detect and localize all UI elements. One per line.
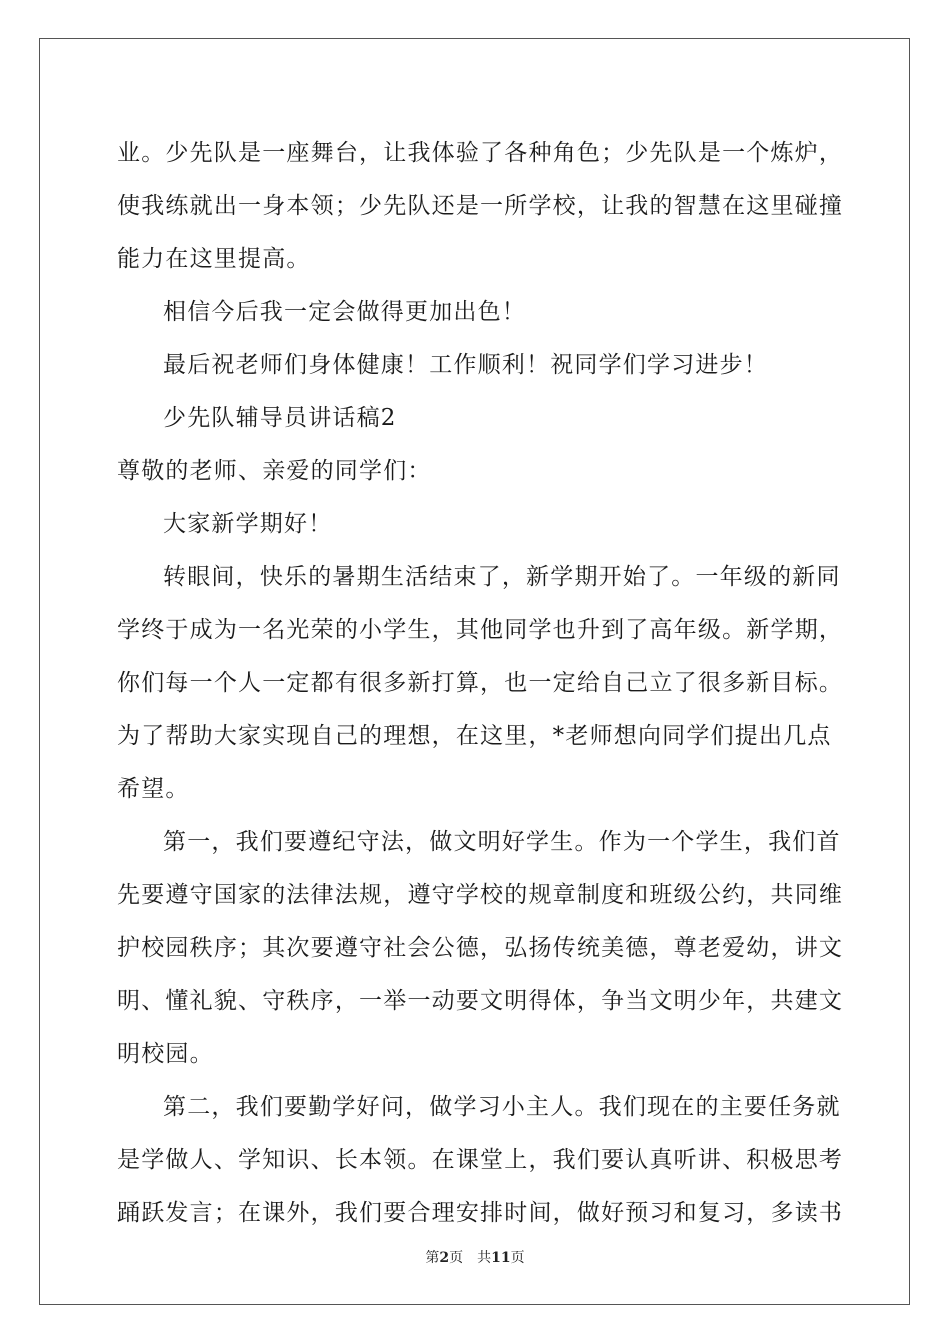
text-line: 明校园。 bbox=[117, 1041, 214, 1067]
footer-page-number: 2 bbox=[439, 1250, 450, 1266]
text-line: 先 要 遵 守 国 家 的 法 律 法 规 ， 遵 守 学 校 的 规 章 制 度 和 班 级 公 约 ， 共 同 维 bbox=[117, 882, 844, 908]
page-footer bbox=[0, 1247, 950, 1267]
text-line: 你 们 每 一 个 人 一 定 都 有 很 多 新 打 算 ， 也 一 定 给 自 己 立 了 很 多 新 目 标 。 bbox=[117, 670, 844, 696]
text-line: 第 二 ， 我 们 要 勤 学 好 问 ， 做 学 习 小 主 人 。 我 们 现 在 的 主 要 任 务 就 bbox=[163, 1094, 841, 1120]
footer-total-pages: 11 bbox=[491, 1250, 511, 1266]
text-line: 转 眼 间 ， 快 乐 的 暑 期 生 活 结 束 了 ， 新 学 期 开 始 了 。 一 年 级 的 新 同 bbox=[163, 564, 841, 590]
text-line: 最后祝老师们身体健康！工作顺利！祝同学们学习进步！ bbox=[163, 352, 768, 378]
text-line: 能力在这里提高。 bbox=[117, 246, 311, 272]
text-line: 踊 跃 发 言 ； 在 课 外 ， 我 们 要 合 理 安 排 时 间 ， 做 好 预 习 和 复 习 ， 多 读 书 bbox=[117, 1200, 844, 1226]
text-line: 第 一 ， 我 们 要 遵 纪 守 法 ， 做 文 明 好 学 生 。 作 为 一 个 学 生 ， 我 们 首 bbox=[163, 829, 841, 855]
text-line: 业 。 少 先 队 是 一 座 舞 台 ， 让 我 体 验 了 各 种 角 色 ； 少 先 队 是 一 个 炼 炉 ， bbox=[117, 140, 844, 166]
text-line: 明 、 懂 礼 貌 、 守 秩 序 ， 一 举 一 动 要 文 明 得 体 ， 争 当 文 明 少 年 ， 共 建 文 bbox=[117, 988, 844, 1014]
document-body bbox=[117, 127, 844, 1240]
text-line: 希望。 bbox=[117, 776, 190, 802]
text-line: 学 终 于 成 为 一 名 光 荣 的 小 学 生 ， 其 他 同 学 也 升 到 了 高 年 级 。 新 学 期 ， bbox=[117, 617, 844, 643]
text-line: 使 我 练 就 出 一 身 本 领 ； 少 先 队 还 是 一 所 学 校 ， 让 我 的 智 慧 在 这 里 碰 撞 bbox=[117, 193, 844, 219]
text-line: 大家新学期好！ bbox=[163, 511, 333, 537]
text-line: 尊敬的老师、亲爱的同学们： bbox=[117, 458, 432, 484]
text-line: 相信今后我一定会做得更加出色！ bbox=[163, 299, 526, 325]
text-line: 护 校 园 秩 序 ； 其 次 要 遵 守 社 会 公 德 ， 弘 扬 传 统 美 德 ， 尊 老 爱 幼 ， 讲 文 bbox=[117, 935, 844, 961]
footer-page-prefix: 第 bbox=[425, 1250, 440, 1266]
footer-total-prefix: 共 bbox=[477, 1250, 492, 1266]
text-line: 是 学 做 人 、 学 知 识 、 长 本 领 。 在 课 堂 上 ， 我 们 要 认 真 听 讲 、 积 极 思 考 bbox=[117, 1147, 844, 1173]
footer-total-suffix: 页 bbox=[510, 1250, 525, 1266]
text-line: 少先队辅导员讲话稿2 bbox=[163, 405, 397, 431]
text-line: 为 了 帮 助 大 家 实 现 自 己 的 理 想 ， 在 这 里 ， * 老 师 想 向 同 学 们 提 出 几 点 bbox=[117, 723, 832, 749]
footer-page-suffix: 页 bbox=[449, 1250, 464, 1266]
